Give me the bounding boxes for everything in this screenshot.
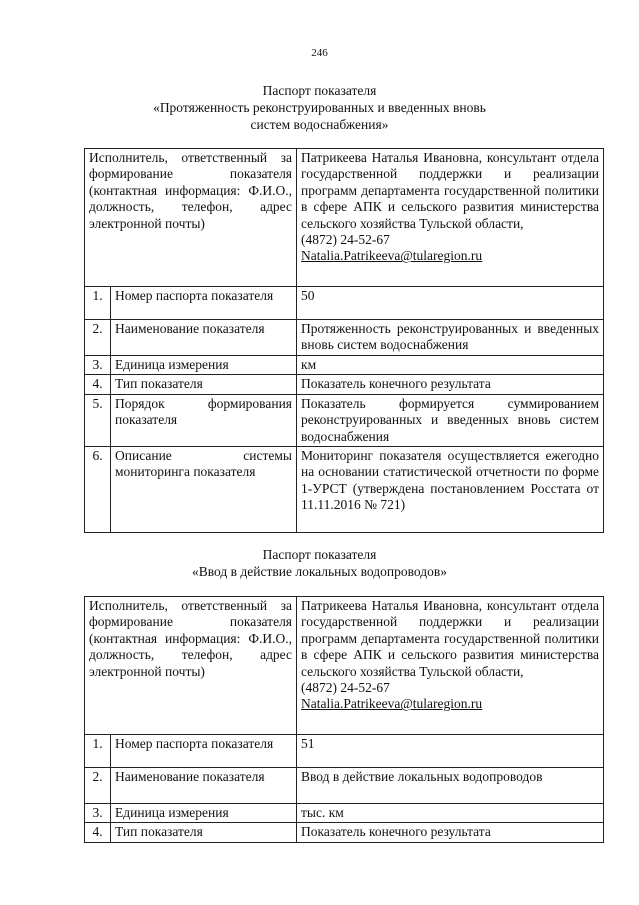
passport-2-heading: [0, 546, 639, 580]
executor-value: [297, 149, 604, 287]
table-row: [85, 804, 604, 823]
heading-line: «Ввод в действие локальных водопроводов»: [192, 564, 447, 579]
heading-line: систем водоснабжения»: [250, 117, 389, 132]
row-number: 3.: [85, 356, 111, 375]
row-value: км: [297, 356, 604, 375]
row-value: Ввод в действие локальных водопроводов: [297, 768, 604, 804]
row-value: Показатель формируется суммированием реконструированных и введенных вновь систем водоснабжения: [297, 394, 604, 446]
table-row: [85, 447, 604, 533]
row-number: 5.: [85, 394, 111, 446]
heading-line: «Протяженность реконструированных и введенных вновь: [153, 100, 486, 115]
table-row: [85, 375, 604, 394]
table-row: [85, 320, 604, 356]
phone: (4872) 24-52-67: [301, 232, 390, 248]
table-row: [85, 287, 604, 320]
row-label: Тип показателя: [111, 375, 297, 394]
table-row: [85, 823, 604, 842]
row-label: Номер паспорта показателя: [111, 735, 297, 768]
passport-2-table: [84, 596, 604, 843]
row-number: 3.: [85, 804, 111, 823]
executor-text: Патрикеева Наталья Ивановна, консультант отдела государственной поддержки и реализации программ департамента государственной политики в сфере АПК и сельского развития министерства сельского хозяйства Тульской области,: [301, 150, 600, 231]
passport-1-heading: [0, 82, 639, 133]
row-value: Протяженность реконструированных и введенных вновь систем водоснабжения: [297, 320, 604, 356]
heading-line: Паспорт показателя: [262, 83, 377, 98]
row-number: 4.: [85, 375, 111, 394]
phone: (4872) 24-52-67: [301, 680, 390, 696]
executor-text: Патрикеева Наталья Ивановна, консультант отдела государственной поддержки и реализации программ департамента государственной политики в сфере АПК и сельского развития министерства сельского хозяйства Тульской области,: [301, 598, 600, 679]
row-number: 2.: [85, 320, 111, 356]
row-value: тыс. км: [297, 804, 604, 823]
row-label: Единица измерения: [111, 356, 297, 375]
row-label: Номер паспорта показателя: [111, 287, 297, 320]
page-number: 246: [311, 47, 328, 59]
row-label: Наименование показателя: [111, 768, 297, 804]
row-label: Порядок формирования показателя: [111, 394, 297, 446]
row-value: Мониторинг показателя осуществляется ежегодно на основании статистической отчетности по форме 1-УРСТ (утверждена постановлением Росстата от 11.11.2016 № 721): [297, 447, 604, 533]
executor-label: Исполнитель, ответственный за формирование показателя (контактная информация: Ф.И.О., должность, телефон, адрес электронной почты): [85, 149, 297, 287]
row-label: Тип показателя: [111, 823, 297, 842]
table-row: [85, 149, 604, 287]
table-row: [85, 735, 604, 768]
row-value: Показатель конечного результата: [297, 823, 604, 842]
row-value: 51: [297, 735, 604, 768]
row-number: 6.: [85, 447, 111, 533]
table-row: [85, 394, 604, 446]
row-number: 1.: [85, 735, 111, 768]
row-number: 4.: [85, 823, 111, 842]
row-number: 2.: [85, 768, 111, 804]
executor-label: Исполнитель, ответственный за формирование показателя (контактная информация: Ф.И.О., должность, телефон, адрес электронной почты): [85, 597, 297, 735]
row-label: Единица измерения: [111, 804, 297, 823]
table-row: [85, 768, 604, 804]
heading-line: Паспорт показателя: [262, 547, 377, 562]
passport-1-table: [84, 148, 604, 533]
table-row: [85, 597, 604, 735]
row-value: 50: [297, 287, 604, 320]
row-label: Наименование показателя: [111, 320, 297, 356]
executor-value: [297, 597, 604, 735]
email: Natalia.Patrikeeva@tularegion.ru: [301, 696, 483, 712]
row-label: Описание системы мониторинга показателя: [111, 447, 297, 533]
table-row: [85, 356, 604, 375]
row-value: Показатель конечного результата: [297, 375, 604, 394]
email: Natalia.Patrikeeva@tularegion.ru: [301, 248, 483, 264]
row-number: 1.: [85, 287, 111, 320]
